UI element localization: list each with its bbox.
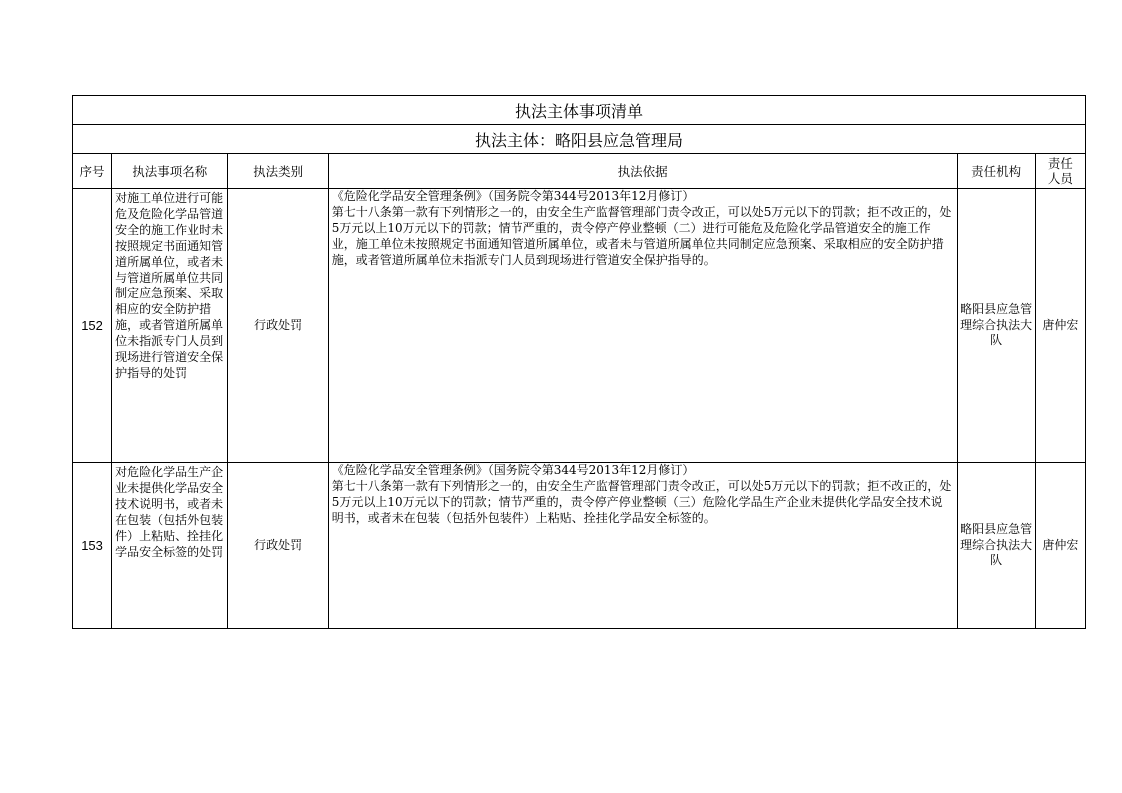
row-basis — [328, 189, 957, 463]
row-type: 行政处罚 — [228, 189, 328, 463]
header-row — [73, 154, 1086, 189]
basis-article-text: 第七十八条第一款有下列情形之一的，由安全生产监督管理部门责令改正，可以处5万元以下的罚款；拒不改正的，处5万元以上10万元以下的罚款；情节严重的，责令停产停业整顿（三）危险化学品生产企业未提供化学品安全技术说明书，或者未在包装（包括外包装件）上粘贴、拴挂化学品安全标签的。 — [331, 478, 952, 525]
table-row — [73, 463, 1086, 629]
table-row — [73, 189, 1086, 463]
header-basis: 执法依据 — [328, 154, 957, 189]
row-org: 略阳县应急管理综合执法大队 — [957, 463, 1035, 629]
header-org: 责任机构 — [957, 154, 1035, 189]
document-title: 执法主体事项清单 — [73, 96, 1086, 125]
title-row — [73, 96, 1086, 125]
row-basis — [328, 463, 957, 629]
header-type: 执法类别 — [228, 154, 328, 189]
basis-regulation-title: 《危险化学品安全管理条例》（国务院令第344号2013年12月修订） — [331, 189, 695, 203]
row-seq: 152 — [73, 189, 112, 463]
header-seq: 序号 — [73, 154, 112, 189]
basis-regulation-title: 《危险化学品安全管理条例》（国务院令第344号2013年12月修订） — [331, 463, 695, 477]
row-item-name: 对施工单位进行可能危及危险化学品管道安全的施工作业时未按照规定书面通知管道所属单位，或者未与管道所属单位共同制定应急预案、采取相应的安全防护措施，或者管道所属单位未指派专门人员到现场进行管道安全保护指导的处罚 — [112, 189, 228, 463]
header-person: 责任人员 — [1035, 154, 1085, 189]
row-item-name: 对危险化学品生产企业未提供化学品安全技术说明书，或者未在包装（包括外包装件）上粘贴、拴挂化学品安全标签的处罚 — [112, 463, 228, 629]
header-name: 执法事项名称 — [112, 154, 228, 189]
row-person: 唐仲宏 — [1035, 189, 1085, 463]
row-person: 唐仲宏 — [1035, 463, 1085, 629]
row-seq: 153 — [73, 463, 112, 629]
row-type: 行政处罚 — [228, 463, 328, 629]
subtitle-row — [73, 125, 1086, 154]
enforcement-items-table — [72, 95, 1086, 629]
row-org: 略阳县应急管理综合执法大队 — [957, 189, 1035, 463]
basis-article-text: 第七十八条第一款有下列情形之一的，由安全生产监督管理部门责令改正，可以处5万元以下的罚款；拒不改正的，处5万元以上10万元以下的罚款；情节严重的，责令停产停业整顿（二）进行可能危及危险化学品管道安全的施工作业，施工单位未按照规定书面通知管道所属单位，或者未与管道所属单位共同制定应急预案、采取相应的安全防护措施，或者管道所属单位未指派专门人员到现场进行管道安全保护指导的。 — [331, 204, 952, 267]
enforcement-subject: 执法主体：略阳县应急管理局 — [73, 125, 1086, 154]
